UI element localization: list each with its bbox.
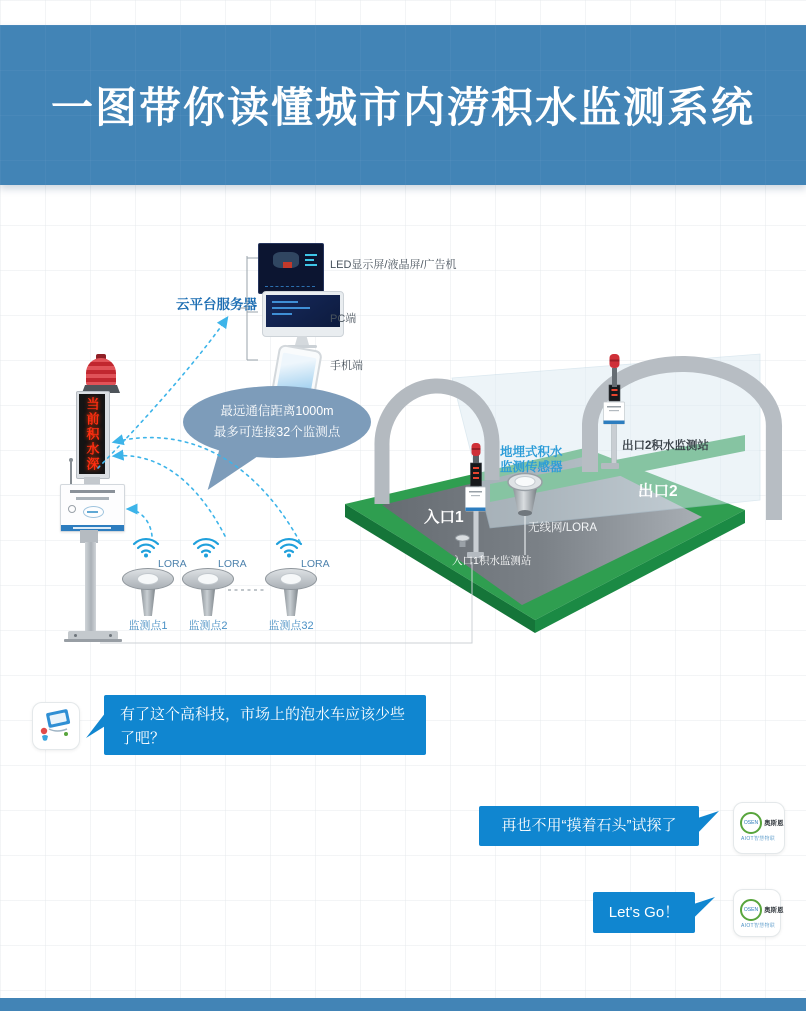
- page-title: 一图带你读懂城市内涝积水监测系统: [50, 84, 755, 131]
- led-screen-label: LED显示屏/液晶屏/广告机: [330, 259, 457, 271]
- range-callout: [183, 386, 371, 458]
- chat-tail-3: [693, 897, 715, 921]
- chat-message-2: 再也不用“摸着石头”试探了: [479, 806, 699, 846]
- brand-name: 奥斯恩: [764, 907, 784, 914]
- wifi-icon: [192, 536, 220, 558]
- brand-name: 奥斯恩: [764, 820, 784, 827]
- sensor-puck-face: [137, 573, 159, 585]
- sensor-stem: [199, 588, 217, 616]
- user-avatar: [32, 702, 80, 750]
- buried-sensor-label-line1: 地埋式积水: [500, 445, 563, 459]
- lora-label: LORA: [218, 558, 247, 570]
- brand-ring-icon: OSEN: [740, 899, 762, 921]
- station-control-box: [60, 484, 125, 532]
- buried-sensor-tip: [518, 510, 532, 516]
- brand-tagline: AIOT智慧物联: [741, 836, 776, 842]
- monitor-point-label: 监测点32: [268, 620, 314, 632]
- road-sensor: [456, 535, 470, 541]
- buried-sensor-label-line2: 监测传感器: [500, 460, 563, 474]
- entrance-station-label: 入口1积水监测站: [452, 555, 532, 567]
- chat-message-1: 有了这个高科技，市场上的泡水车应该少些了吧？: [104, 695, 426, 755]
- chat-message-3: Let's Go！: [593, 892, 695, 933]
- station-led-display: [79, 394, 105, 474]
- pc-label: PC端: [330, 313, 357, 325]
- brand-tagline: AIOT智慧物联: [741, 923, 776, 929]
- link-sensor1-to-station: [128, 509, 152, 536]
- lora-label: LORA: [158, 558, 187, 570]
- callout-line1: 最远通信距离1000m: [220, 403, 334, 418]
- monitor-point-32: [251, 536, 331, 632]
- brand-logo: [734, 803, 784, 853]
- alarm-beacon-icon: [86, 358, 116, 386]
- sensor-stem: [139, 588, 157, 616]
- buried-sensor-face: [515, 477, 535, 487]
- monitor-point-2: [168, 536, 248, 632]
- station-pole: [85, 542, 96, 634]
- chat-tail-2: [697, 811, 719, 837]
- callout-line2: 最多可连接32个监测点: [213, 425, 341, 439]
- monitor-point-label: 监测点2: [188, 620, 228, 632]
- exit-station-label: 出口2积水监测站: [622, 440, 709, 452]
- station-base-plate: [64, 639, 122, 642]
- wireless-label: 无线网/LORA: [528, 522, 598, 534]
- brand-avatar: [733, 889, 784, 937]
- exit-label: 出口2: [638, 483, 678, 500]
- brand-avatar: [733, 802, 785, 854]
- sensor-puck-face: [197, 573, 219, 585]
- device-illustration-icon: [33, 703, 77, 747]
- antenna-icon: [70, 461, 72, 485]
- underpass-scene: [340, 352, 806, 652]
- entrance-label: 入口1: [424, 509, 464, 526]
- phone-label: 手机端: [330, 360, 363, 372]
- link-sensor2-to-station: [114, 456, 225, 536]
- sensor-stem: [282, 588, 300, 616]
- led-bracket: [84, 477, 100, 484]
- footer-bar: [0, 998, 806, 1011]
- sensor-puck-face: [280, 573, 302, 585]
- station-led-text: 当前积水深: [84, 396, 100, 472]
- led-billboard-illustration: [258, 243, 324, 294]
- lora-label: LORA: [301, 558, 330, 570]
- wifi-icon: [132, 536, 160, 558]
- dashboard-highlight: [283, 262, 292, 268]
- monitor-point-label: 监测点1: [128, 620, 168, 632]
- brand-ring-icon: OSEN: [740, 812, 762, 834]
- brand-logo: [734, 890, 784, 936]
- header-banner: [0, 25, 806, 185]
- wifi-icon: [275, 536, 303, 558]
- chat-tail-1: [86, 712, 106, 738]
- cloud-server-label: 云平台服务器: [176, 297, 257, 312]
